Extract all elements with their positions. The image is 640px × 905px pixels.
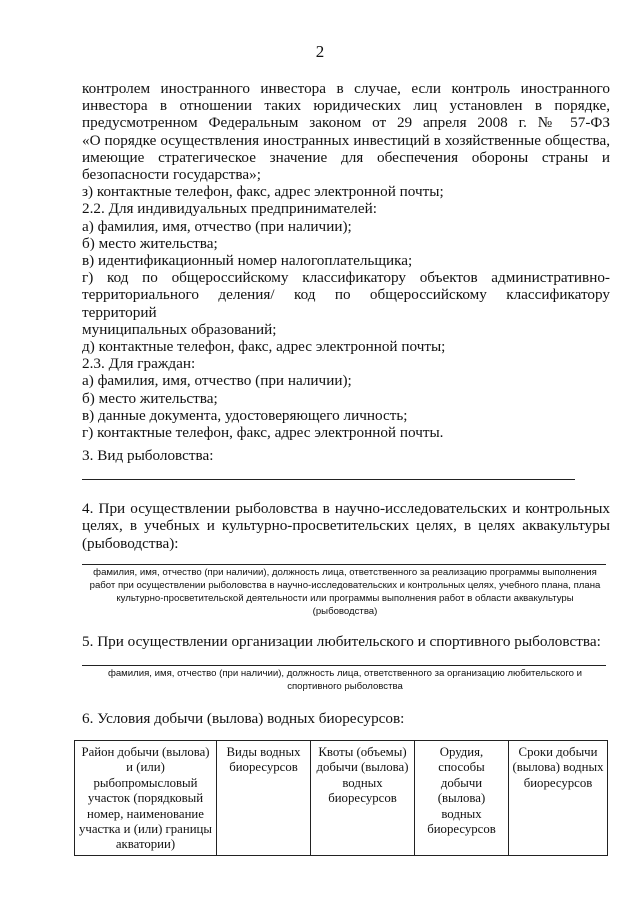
table-header-cell-area: Район добычи (вылова) и (или) рыбопромысловый участок (порядковый номер, наименование участка и (или) границы акватории) bbox=[75, 741, 217, 856]
item-z: з) контактные телефон, факс, адрес электронной почты; bbox=[82, 183, 444, 201]
section-2-2-item-a: а) фамилия, имя, отчество (при наличии); bbox=[82, 217, 352, 235]
section-4-fill-line bbox=[82, 564, 606, 565]
caption-line: спортивного рыболовства bbox=[287, 681, 403, 692]
section-2-2-item-d: д) контактные телефон, факс, адрес электронной почты; bbox=[82, 338, 446, 356]
section-2-2-heading: 2.2. Для индивидуальных предпринимателей: bbox=[82, 200, 377, 218]
table-header-cell-gear: Орудия, способы добычи (вылова) водных биоресурсов bbox=[415, 741, 509, 856]
section-5-caption bbox=[82, 667, 608, 693]
catch-conditions-table bbox=[74, 740, 608, 856]
caption-line: фамилия, имя, отчество (при наличии), должность лица, ответственного за организацию любительского и bbox=[107, 668, 583, 679]
section-3-heading: 3. Вид рыболовства: bbox=[82, 447, 214, 464]
caption-line: (рыбоводства) bbox=[312, 606, 378, 617]
section-5-heading: 5. При осуществлении организации любительского и спортивного рыболовства: bbox=[82, 633, 601, 650]
table-header-row bbox=[75, 741, 608, 856]
section-3-fill-line bbox=[82, 479, 575, 480]
section-4-heading-line: 4. При осуществлении рыболовства в научно-исследовательских и контрольных bbox=[82, 500, 610, 517]
table-header-cell-species: Виды водных биоресурсов bbox=[217, 741, 311, 856]
section-2-3-item-b: б) место жительства; bbox=[82, 389, 218, 407]
intro-line: предусмотренном Федеральным законом от 29 апреля 2008 г. № 57-ФЗ bbox=[82, 114, 610, 132]
section-2-2-item-v: в) идентификационный номер налогоплательщика; bbox=[82, 252, 413, 270]
caption-line: культурно-просветительской деятельности или программы выполнения работ в области аквакультуры bbox=[116, 593, 574, 604]
section-6-heading: 6. Условия добычи (вылова) водных биоресурсов: bbox=[82, 710, 405, 727]
page-number: 2 bbox=[315, 42, 325, 61]
section-2-2-item-b: б) место жительства; bbox=[82, 234, 218, 252]
caption-line: работ при осуществлении рыболовства в научно-исследовательских и контрольных целях, учебного плана, плана bbox=[89, 580, 601, 591]
section-2-2-item-g-line: территориального деления/ код по общероссийскому классификатору территорий bbox=[82, 286, 610, 321]
section-5-fill-line bbox=[82, 665, 606, 666]
table-header-cell-terms: Сроки добычи (вылова) водных биоресурсов bbox=[509, 741, 608, 856]
section-2-3-heading: 2.3. Для граждан: bbox=[82, 355, 196, 373]
section-2-2-item-g-line: г) код по общероссийскому классификатору объектов административно- bbox=[82, 269, 610, 287]
intro-line: контролем иностранного инвестора в случае, если контроль иностранного bbox=[82, 80, 610, 97]
intro-line: «О порядке осуществления иностранных инвестиций в хозяйственные общества, bbox=[82, 131, 610, 149]
intro-line: имеющие стратегическое значение для обеспечения обороны страны и bbox=[82, 148, 610, 166]
section-2-3-item-g: г) контактные телефон, факс, адрес электронной почты. bbox=[82, 424, 444, 442]
caption-line: фамилия, имя, отчество (при наличии), должность лица, ответственного за реализацию программы выполнения bbox=[93, 567, 597, 578]
intro-line: инвестора в отношении таких юридических лиц установлен в порядке, bbox=[82, 97, 610, 115]
section-4-heading-line: (рыбоводства): bbox=[82, 534, 179, 552]
section-2-2-item-g-line: муниципальных образований; bbox=[82, 320, 277, 338]
intro-paragraph bbox=[82, 80, 610, 441]
section-2-3-item-a: а) фамилия, имя, отчество (при наличии); bbox=[82, 372, 352, 390]
table-header-cell-quotas: Квоты (объемы) добычи (вылова) водных биоресурсов bbox=[311, 741, 415, 856]
section-2-3-item-v: в) данные документа, удостоверяющего личность; bbox=[82, 406, 408, 424]
section-4-heading bbox=[82, 500, 610, 552]
section-4-caption bbox=[82, 566, 608, 618]
intro-line: безопасности государства»; bbox=[82, 166, 261, 184]
section-4-heading-line: целях, в учебных и культурно-просветительских целях, в целях аквакультуры bbox=[82, 517, 610, 535]
